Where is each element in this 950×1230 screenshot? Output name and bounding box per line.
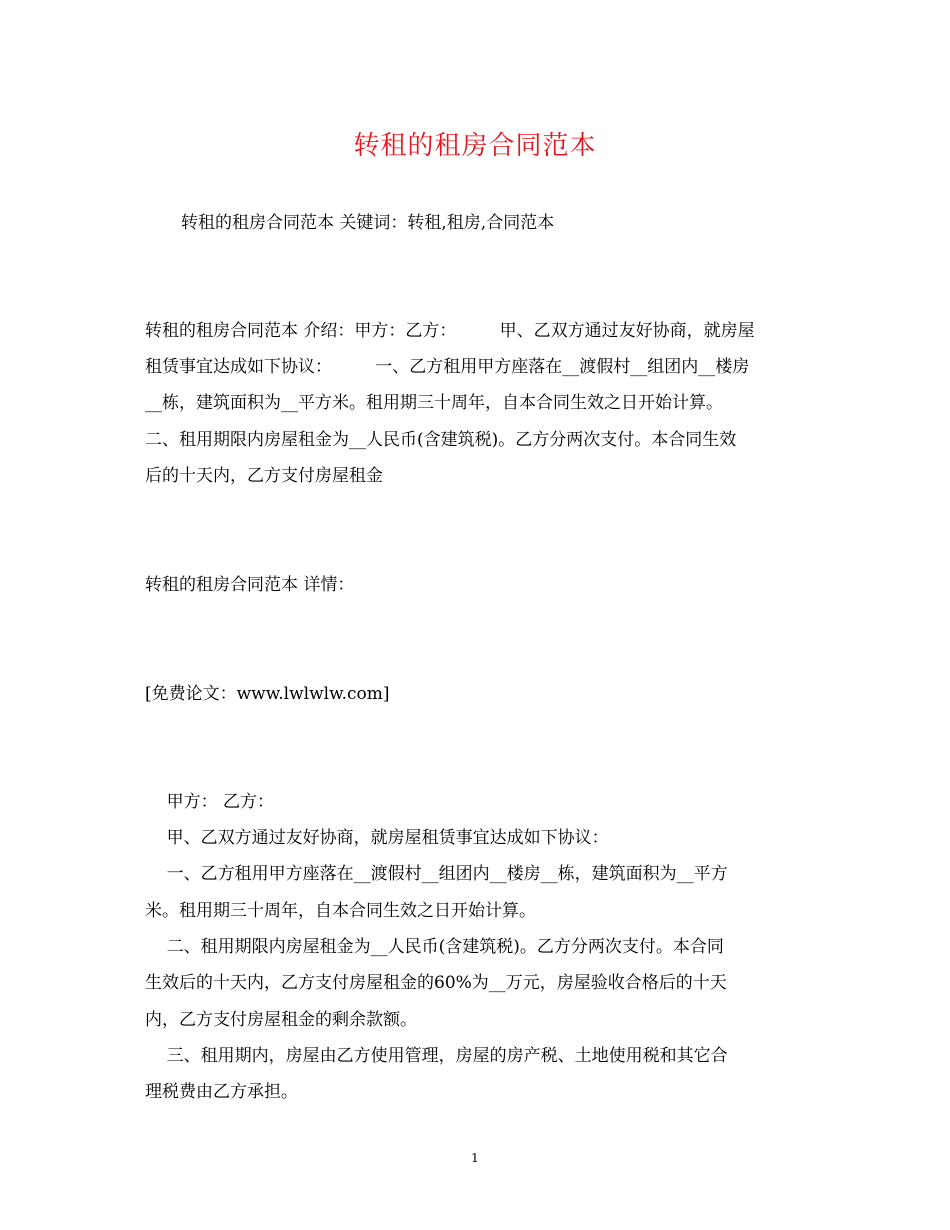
body-line: 一、乙方租用甲方座落在__渡假村__组团内__楼房__栋，建筑面积为__平方 [145,864,728,884]
intro-line: __栋，建筑面积为__平方米。租用期三十周年，自本合同生效之日开始计算。 [145,393,723,413]
source-note: [免费论文：www.lwlwlw.com] [145,684,390,704]
body-line: 三、租用期内，房屋由乙方使用管理，房屋的房产税、土地使用税和其它合 [145,1046,728,1066]
intro-line: 租赁事宜达成如下协议： 一、乙方租用甲方座落在__渡假村__组团内__楼房 [145,357,750,377]
body-line: 生效后的十天内，乙方支付房屋租金的60%为__万元，房屋验收合格后的十天 [145,973,727,993]
details-heading: 转租的租房合同范本 详情： [145,575,355,595]
intro-line: 二、租用期限内房屋租金为__人民币(含建筑税)。乙方分两次支付。本合同生效 [145,430,737,450]
intro-line: 后的十天内，乙方支付房屋租金 [145,466,383,486]
body-line: 米。租用期三十周年，自本合同生效之日开始计算。 [145,901,536,921]
body-line: 甲方： 乙方： [145,792,275,812]
keywords-line: 转租的租房合同范本 关键词：转租,租房,合同范本 [181,213,555,233]
document-title: 转租的租房合同范本 [353,131,597,161]
page-number: 1 [471,1151,479,1165]
body-line: 二、租用期限内房屋租金为__人民币(含建筑税)。乙方分两次支付。本合同 [145,937,724,957]
body-line: 理税费由乙方承担。 [145,1082,298,1102]
body-line: 内，乙方支付房屋租金的剩余款额。 [145,1010,417,1030]
intro-line: 转租的租房合同范本 介绍：甲方：乙方： 甲、乙双方通过友好协商，就房屋 [145,321,755,341]
body-line: 甲、乙双方通过友好协商，就房屋租赁事宜达成如下协议： [145,828,609,848]
